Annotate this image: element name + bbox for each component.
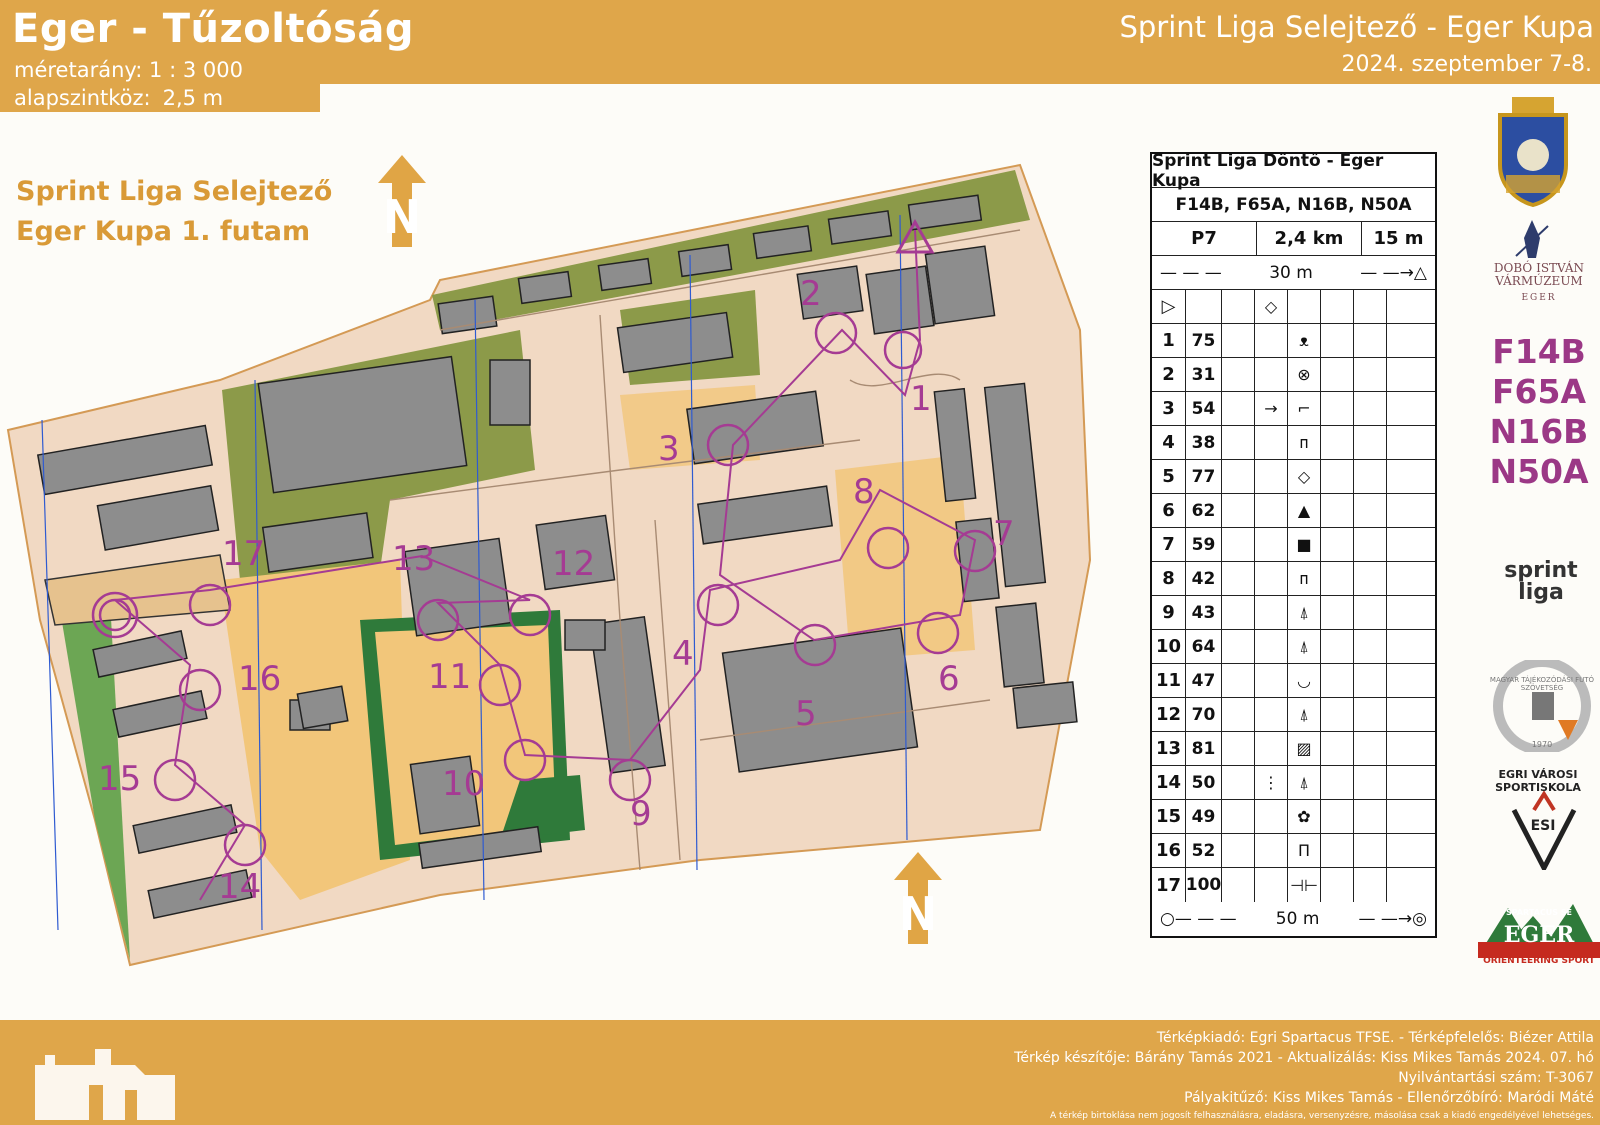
control-number: 14 [218, 867, 262, 907]
symbol-icon: ◇ [1255, 290, 1288, 323]
description-cell [1354, 664, 1387, 697]
description-cell [1354, 630, 1387, 663]
finish-marking-row [1152, 902, 1435, 936]
description-cell [1321, 732, 1354, 765]
control-description-row [1152, 868, 1435, 902]
description-cell [1321, 494, 1354, 527]
control-code: 49 [1186, 800, 1222, 833]
spartacus-top-text: SPARTACUS SE [1505, 908, 1573, 917]
control-sequence-number: 11 [1152, 664, 1186, 697]
description-cell [1354, 834, 1387, 867]
race-title-line2: Eger Kupa 1. futam [16, 216, 311, 247]
class-label: F65A [1491, 372, 1586, 411]
start-marking-row [1152, 256, 1435, 290]
mtfsz-logo [1488, 660, 1596, 752]
description-cell [1354, 460, 1387, 493]
credits-line: Pályakitűző: Kiss Mikes Tamás - Ellenőrzőbíró: Maródi Máté [1184, 1090, 1594, 1106]
control-number: 5 [795, 694, 817, 734]
description-cell [1222, 766, 1255, 799]
course-climb: 15 m [1373, 228, 1424, 249]
description-cell [1387, 732, 1435, 765]
description-cell [1321, 426, 1354, 459]
description-symbol-icon: → [1255, 392, 1288, 425]
description-cell [1255, 324, 1288, 357]
control-description-row [1152, 698, 1435, 732]
description-cell [1354, 766, 1387, 799]
description-cell [1255, 630, 1288, 663]
control-description-row [1152, 528, 1435, 562]
event-name: Sprint Liga Selejtező - Eger Kupa [1119, 10, 1594, 44]
control-code: 81 [1186, 732, 1222, 765]
control-number: 7 [993, 514, 1015, 554]
description-cell [1354, 426, 1387, 459]
description-cell [1321, 834, 1354, 867]
control-description-row [1152, 766, 1435, 800]
credits-line: Nyilvántartási szám: T-3067 [1398, 1070, 1594, 1086]
control-sequence-number: 9 [1152, 596, 1186, 629]
castle-logo [35, 1035, 175, 1120]
esi-logo-text: EGRI VÁROSI SPORTISKOLA [1495, 768, 1581, 794]
description-symbol-icon: ▲ [1288, 494, 1321, 527]
description-cell [1255, 562, 1288, 595]
description-cell [1387, 528, 1435, 561]
description-cell [1354, 868, 1387, 902]
contour-interval-value: 2,5 m [162, 86, 224, 110]
race-title-line1: Sprint Liga Selejtező [16, 176, 333, 207]
description-cell [1354, 324, 1387, 357]
description-cell [1255, 732, 1288, 765]
description-cell [1321, 460, 1354, 493]
finish-start-icon: ○— — — [1160, 909, 1237, 929]
control-number: 11 [428, 657, 472, 697]
description-cell [1387, 494, 1435, 527]
control-sequence-number: 17 [1152, 868, 1186, 902]
control-sequence-number: 14 [1152, 766, 1186, 799]
description-symbol-icon: ⍋ [1288, 596, 1321, 629]
description-cell [1255, 664, 1288, 697]
description-cell [1387, 392, 1435, 425]
control-code: 75 [1186, 324, 1222, 357]
control-code: 42 [1186, 562, 1222, 595]
description-cell [1255, 528, 1288, 561]
control-description-row [1152, 834, 1435, 868]
spartacus-main-text: EGER [1503, 922, 1575, 948]
description-symbol-icon: ◡ [1288, 664, 1321, 697]
control-number: 13 [392, 539, 436, 579]
description-cell [1222, 460, 1255, 493]
description-cell [1321, 698, 1354, 731]
control-description-row [1152, 664, 1435, 698]
course-info-row [1152, 222, 1435, 256]
description-cell [1321, 392, 1354, 425]
map-title: Eger - Tűzoltóság [12, 6, 415, 52]
description-cell [1222, 868, 1255, 902]
description-cell [1354, 698, 1387, 731]
description-cell [1321, 358, 1354, 391]
control-code: 43 [1186, 596, 1222, 629]
description-symbol-icon: ▨ [1288, 732, 1321, 765]
description-classes: F14B, F65A, N16B, N50A [1152, 188, 1435, 222]
class-list [1478, 332, 1600, 492]
control-code: 77 [1186, 460, 1222, 493]
description-symbol-icon: ⍋ [1288, 698, 1321, 731]
control-description-row [1152, 732, 1435, 766]
description-cell [1387, 868, 1435, 902]
description-cell [1387, 834, 1435, 867]
description-cell [1387, 324, 1435, 357]
description-cell [1222, 630, 1255, 663]
description-symbol-icon: ⋮ [1255, 766, 1288, 799]
control-sequence-number: 15 [1152, 800, 1186, 833]
mtfsz-logo-text: MAGYAR TÁJÉKOZÓDÁSI FUTÓ SZÖVETSÉG [1489, 676, 1595, 692]
class-label: F14B [1492, 332, 1586, 371]
finish-icon: — —→◎ [1358, 909, 1427, 929]
control-code: 64 [1186, 630, 1222, 663]
control-description-row [1152, 358, 1435, 392]
start-row [1152, 290, 1435, 324]
control-sequence-number: 3 [1152, 392, 1186, 425]
sprint-liga-logo: sprint liga [1504, 558, 1578, 605]
control-sequence-number: 8 [1152, 562, 1186, 595]
description-symbol-icon: ᴥ [1288, 324, 1321, 357]
description-cell [1222, 528, 1255, 561]
description-cell [1255, 834, 1288, 867]
description-cell [1387, 766, 1435, 799]
map-credits [914, 1020, 1594, 1124]
description-cell [1354, 494, 1387, 527]
description-title: Sprint Liga Döntő - Eger Kupa [1152, 154, 1435, 188]
description-cell [1255, 868, 1288, 902]
description-cell [1321, 868, 1354, 902]
description-cell [1255, 460, 1288, 493]
description-cell [1321, 596, 1354, 629]
description-cell [1354, 732, 1387, 765]
finish-distance: 50 m [1275, 909, 1320, 929]
description-symbol-icon: ■ [1288, 528, 1321, 561]
description-cell [1222, 800, 1255, 833]
control-number: 1 [910, 379, 932, 419]
description-cell [1387, 562, 1435, 595]
description-cell [1222, 562, 1255, 595]
description-cell [1321, 562, 1354, 595]
class-label: N50A [1489, 452, 1589, 491]
control-number: 10 [442, 764, 486, 804]
control-sequence-number: 12 [1152, 698, 1186, 731]
description-cell [1222, 358, 1255, 391]
description-cell [1222, 426, 1255, 459]
description-cell [1321, 800, 1354, 833]
description-cell [1222, 698, 1255, 731]
control-number: 6 [938, 659, 960, 699]
control-code: 38 [1186, 426, 1222, 459]
control-sequence-number: 4 [1152, 426, 1186, 459]
description-symbol-icon: ⍋ [1288, 630, 1321, 663]
control-description-row [1152, 800, 1435, 834]
control-code: 54 [1186, 392, 1222, 425]
control-description-sheet [1150, 152, 1437, 938]
control-description-row [1152, 494, 1435, 528]
control-description-row [1152, 392, 1435, 426]
description-cell [1255, 596, 1288, 629]
description-cell [1387, 698, 1435, 731]
control-sequence-number: 7 [1152, 528, 1186, 561]
eger-coat-of-arms-logo [1492, 95, 1574, 207]
control-number: 15 [98, 759, 142, 799]
description-cell [1222, 494, 1255, 527]
description-cell [1222, 324, 1255, 357]
description-cell [1354, 596, 1387, 629]
control-sequence-number: 5 [1152, 460, 1186, 493]
control-number: 17 [222, 534, 266, 574]
description-cell [1255, 358, 1288, 391]
control-number: 16 [238, 659, 282, 699]
control-number: 12 [552, 544, 596, 584]
description-cell [1222, 664, 1255, 697]
description-cell [1387, 664, 1435, 697]
description-cell [1354, 392, 1387, 425]
credits-line: Térkép készítője: Bárány Tamás 2021 - Aktualizálás: Kiss Mikes Tamás 2024. 07. hó [1014, 1050, 1594, 1066]
copyright-notice: A térkép birtoklása nem jogosít felhasználásra, eladásra, versenyzésre, másolása csak a kiadó engedélyével lehetséges. [1050, 1111, 1594, 1121]
control-sequence-number: 10 [1152, 630, 1186, 663]
control-number: 3 [658, 429, 680, 469]
museum-knight-logo [1510, 218, 1554, 260]
arrow-to-triangle-icon: — —→△ [1360, 262, 1427, 283]
class-label: N16B [1489, 412, 1589, 451]
control-number: 9 [630, 794, 652, 834]
credits-line: Térképkiadó: Egri Spartacus TFSE. - Térképfelelős: Biézer Attila [1156, 1030, 1594, 1046]
control-description-row [1152, 630, 1435, 664]
control-code: 47 [1186, 664, 1222, 697]
description-cell [1255, 800, 1288, 833]
description-cell [1321, 528, 1354, 561]
description-cell [1354, 800, 1387, 833]
scale-label: méretarány: 1 : 3 000 [14, 58, 243, 82]
description-cell [1222, 392, 1255, 425]
description-cell [1387, 460, 1435, 493]
control-code: 62 [1186, 494, 1222, 527]
description-symbol-icon: ⊣⊢ [1288, 868, 1321, 902]
description-symbol-icon: ✿ [1288, 800, 1321, 833]
svg-text:N: N [382, 190, 422, 244]
control-description-row [1152, 426, 1435, 460]
control-sequence-number: 1 [1152, 324, 1186, 357]
esi-short-text: ESI [1530, 818, 1556, 834]
control-number: 8 [853, 472, 875, 512]
contour-interval [14, 86, 223, 110]
description-cell [1321, 630, 1354, 663]
control-code: 100 [1186, 868, 1222, 902]
control-sequence-number: 13 [1152, 732, 1186, 765]
description-cell [1387, 358, 1435, 391]
description-cell [1222, 732, 1255, 765]
description-cell [1321, 324, 1354, 357]
description-cell [1222, 834, 1255, 867]
description-symbol-icon: ⊗ [1288, 358, 1321, 391]
dash-icon: — — — [1160, 262, 1222, 283]
museum-logo-text: DOBÓ ISTVÁN VÁRMÚZEUM [1493, 261, 1585, 288]
description-cell [1255, 426, 1288, 459]
control-code: 70 [1186, 698, 1222, 731]
description-cell [1387, 630, 1435, 663]
svg-text:N: N [898, 887, 938, 941]
control-code: 31 [1186, 358, 1222, 391]
control-sequence-number: 2 [1152, 358, 1186, 391]
control-code: 59 [1186, 528, 1222, 561]
control-sequence-number: 16 [1152, 834, 1186, 867]
description-symbol-icon: ᴨ [1288, 562, 1321, 595]
description-cell [1387, 596, 1435, 629]
course-name: P7 [1152, 222, 1257, 255]
description-cell [1387, 800, 1435, 833]
control-code: 50 [1186, 766, 1222, 799]
control-code: 52 [1186, 834, 1222, 867]
museum-city-text: EGER [1521, 293, 1557, 303]
control-sequence-number: 6 [1152, 494, 1186, 527]
description-cell [1321, 664, 1354, 697]
control-description-row [1152, 596, 1435, 630]
control-number: 2 [800, 274, 822, 314]
description-symbol-icon: ◇ [1288, 460, 1321, 493]
control-description-row [1152, 460, 1435, 494]
control-number: 4 [672, 634, 694, 674]
description-cell [1387, 426, 1435, 459]
start-distance: 30 m [1269, 262, 1313, 283]
description-symbol-icon: ⍋ [1288, 766, 1321, 799]
description-cell [1354, 562, 1387, 595]
description-cell [1255, 494, 1288, 527]
orienteering-map [0, 150, 1140, 980]
description-cell [1222, 596, 1255, 629]
description-symbol-icon: Π [1288, 834, 1321, 867]
description-symbol-icon: ⌐ [1288, 392, 1321, 425]
description-cell [1354, 528, 1387, 561]
spartacus-sub-text: ORIENTEERING SPORT [1483, 956, 1595, 966]
description-symbol-icon: ᴨ [1288, 426, 1321, 459]
course-length: 2,4 km [1257, 222, 1362, 255]
contour-interval-label: alapszintköz: [14, 86, 151, 110]
description-cell [1255, 698, 1288, 731]
control-description-row [1152, 324, 1435, 358]
description-cell [1321, 766, 1354, 799]
description-cell [1354, 358, 1387, 391]
mtfsz-year: 1970 [1531, 740, 1553, 749]
control-description-row [1152, 562, 1435, 596]
start-triangle-icon: ▷ [1152, 290, 1186, 323]
event-date: 2024. szeptember 7-8. [1341, 52, 1592, 77]
